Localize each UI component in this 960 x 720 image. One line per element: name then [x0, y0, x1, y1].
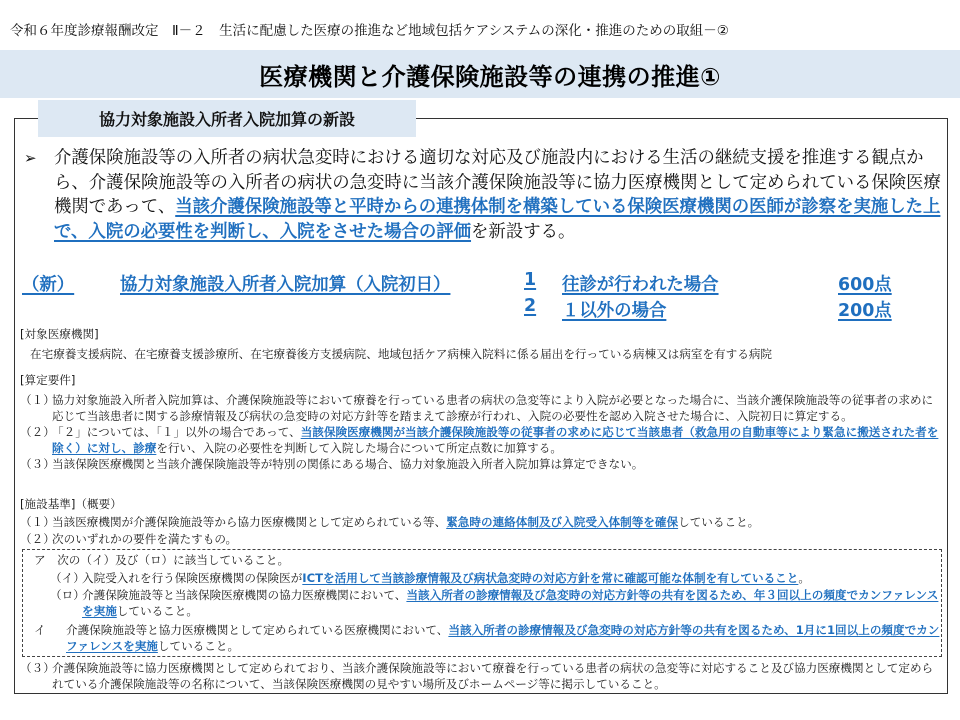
standard-no: （３） — [20, 661, 55, 675]
section-tab: 協力対象施設入所者入院加算の新設 — [38, 100, 416, 137]
fee-row-1-no: 1 — [524, 270, 537, 290]
box-i-no: （イ） — [50, 571, 85, 585]
requirement-text-post: を行い、入院の必要性を判断して入院した場合について所定点数に加算する。 — [156, 441, 562, 455]
box-i-post: 。 — [798, 571, 810, 585]
box-ro — [50, 587, 940, 619]
standard-text-pre: 当該医療機関が介護保険施設等から協力医療機関として定められている等、 — [52, 515, 447, 529]
standard-text: 次のいずれかの要件を満たすもの。 — [52, 532, 238, 546]
box-i-pre: 入院受入れを行う保険医療機関の保険医が — [82, 571, 303, 585]
box-b-highlight: 当該入所者の診療情報及び急変時の対応方針等の共有を図るため、1月に1回以上の頻度でカンファレンスを実施 — [66, 623, 940, 653]
box-b-pre: 介護保険施設等と協力医療機関として定められている医療機関において、 — [66, 623, 449, 637]
standards-item-2 — [20, 531, 942, 547]
requirement-text: 協力対象施設入所者入院加算は、介護保険施設等において療養を行っている患者の病状の急変等により入院が必要となった場合に、当該介護保険施設等の従事者の求めに応じて当該患者に関する診療情報及び病状の急変時の対応方針等を踏まえて診療が行われ、入院の必要性を認め入院させた場合に、入院初日に算定する。 — [52, 393, 934, 423]
requirement-no: （１） — [20, 393, 55, 407]
requirement-item-2 — [20, 424, 942, 456]
intro-text-1: 介護保険施設等の入所者の病状急変時における適切な対応及び施設内における生活の継続支援を推進する観点から、介護保険施設等の入所者の病状の急変時に当該介護保険施設等に協力医療機関として定められている保険医療機関であって、 — [54, 148, 941, 217]
requirement-no: （３） — [20, 457, 55, 471]
box-b-post: していること。 — [157, 639, 240, 653]
standards-heading: [施設基準]（概要） — [20, 497, 122, 511]
box-ro-highlight: 当該入所者の診療情報及び急変時の対応方針等の共有を図るため、年３回以上の頻度でカンファレンスを実施 — [82, 588, 939, 618]
box-i-highlight: ICTを活用して当該診療情報及び病状急変時の対応方針を常に確認可能な体制を有していること — [302, 571, 799, 585]
standard-no: （１） — [20, 515, 55, 529]
requirement-highlight: 当該保険医療機関が当該介護保険施設等の従事者の求めに応じて当該患者（救急用の自動車等により緊急に搬送された者を除く）に対し、診療 — [52, 425, 939, 455]
requirement-item-1 — [20, 392, 942, 424]
fee-row-2-points: 200点 — [838, 301, 892, 321]
requirement-item-3 — [20, 456, 942, 472]
fee-name: 協力対象施設入所者入院加算（入院初日） — [120, 275, 451, 295]
fee-row-1-label: 往診が行われた場合 — [562, 275, 719, 295]
fee-tag: （新） — [22, 275, 75, 295]
intro-paragraph — [24, 146, 944, 244]
fee-row-2-label: １以外の場合 — [562, 301, 667, 321]
standard-no: （２） — [20, 532, 55, 546]
box-ro-no: （ロ） — [50, 588, 85, 602]
box-ro-pre: 介護保険施設等と当該保険医療機関の協力医療機関において、 — [82, 588, 407, 602]
requirements-heading: [算定要件] — [20, 373, 76, 387]
standard-text-post: していること。 — [678, 515, 760, 529]
fee-row-1-points: 600点 — [838, 275, 892, 295]
standards-item-1 — [20, 514, 942, 530]
target-text: 在宅療養支援病院、在宅療養支援診療所、在宅療養後方支援病院、地域包括ケア病棟入院料に係る届出を行っている病棟又は病室を有する病院 — [30, 347, 773, 361]
standard-highlight: 緊急時の連絡体制及び入院受入体制等を確保 — [446, 515, 679, 529]
box-ro-post: していること。 — [116, 604, 198, 618]
requirements-list — [20, 392, 942, 472]
requirement-no: （２） — [20, 425, 55, 439]
box-b — [34, 622, 940, 654]
target-heading: [対象医療機関] — [20, 327, 99, 341]
arrow-bullet-icon: ➢ — [24, 149, 37, 167]
title-band — [0, 50, 960, 98]
requirement-text-pre: 「２」については、「１」以外の場合であって、 — [52, 425, 301, 439]
standard-text: 介護保険施設等に協力医療機関として定められており、当該介護保険施設等において療養を行っている患者の病状の急変等に対応すること及び協力医療機関として定められている介護保険施設等の名称について、当該保険医療機関の見やすい場所及びホームページ等に掲示していること。 — [52, 661, 934, 691]
header-breadcrumb: 令和６年度診療報酬改定 Ⅱ－２ 生活に配慮した医療の推進など地域包括ケアシステムの深化・推進のための取組－② — [10, 23, 729, 39]
box-a: ア 次の（イ）及び（ロ）に該当していること。 — [34, 553, 290, 567]
page-title: 医療機関と介護保険施設等の連携の推進① — [259, 62, 721, 91]
fee-row-2-no: 2 — [524, 296, 537, 316]
requirement-text: 当該保険医療機関と当該介護保険施設等が特別の関係にある場合、協力対象施設入所者入院加算は算定できない。 — [52, 457, 644, 471]
intro-highlight: 当該介護保険施設等と平時からの連携体制を構築している保険医療機関の医師が診察を実施した上で、入院の必要性を判断し、入院をさせた場合の評価 — [54, 197, 941, 242]
intro-text-2: を新設する。 — [471, 221, 576, 242]
box-b-no: イ — [34, 623, 46, 637]
standards-item-3 — [20, 660, 942, 692]
box-i — [50, 570, 940, 586]
